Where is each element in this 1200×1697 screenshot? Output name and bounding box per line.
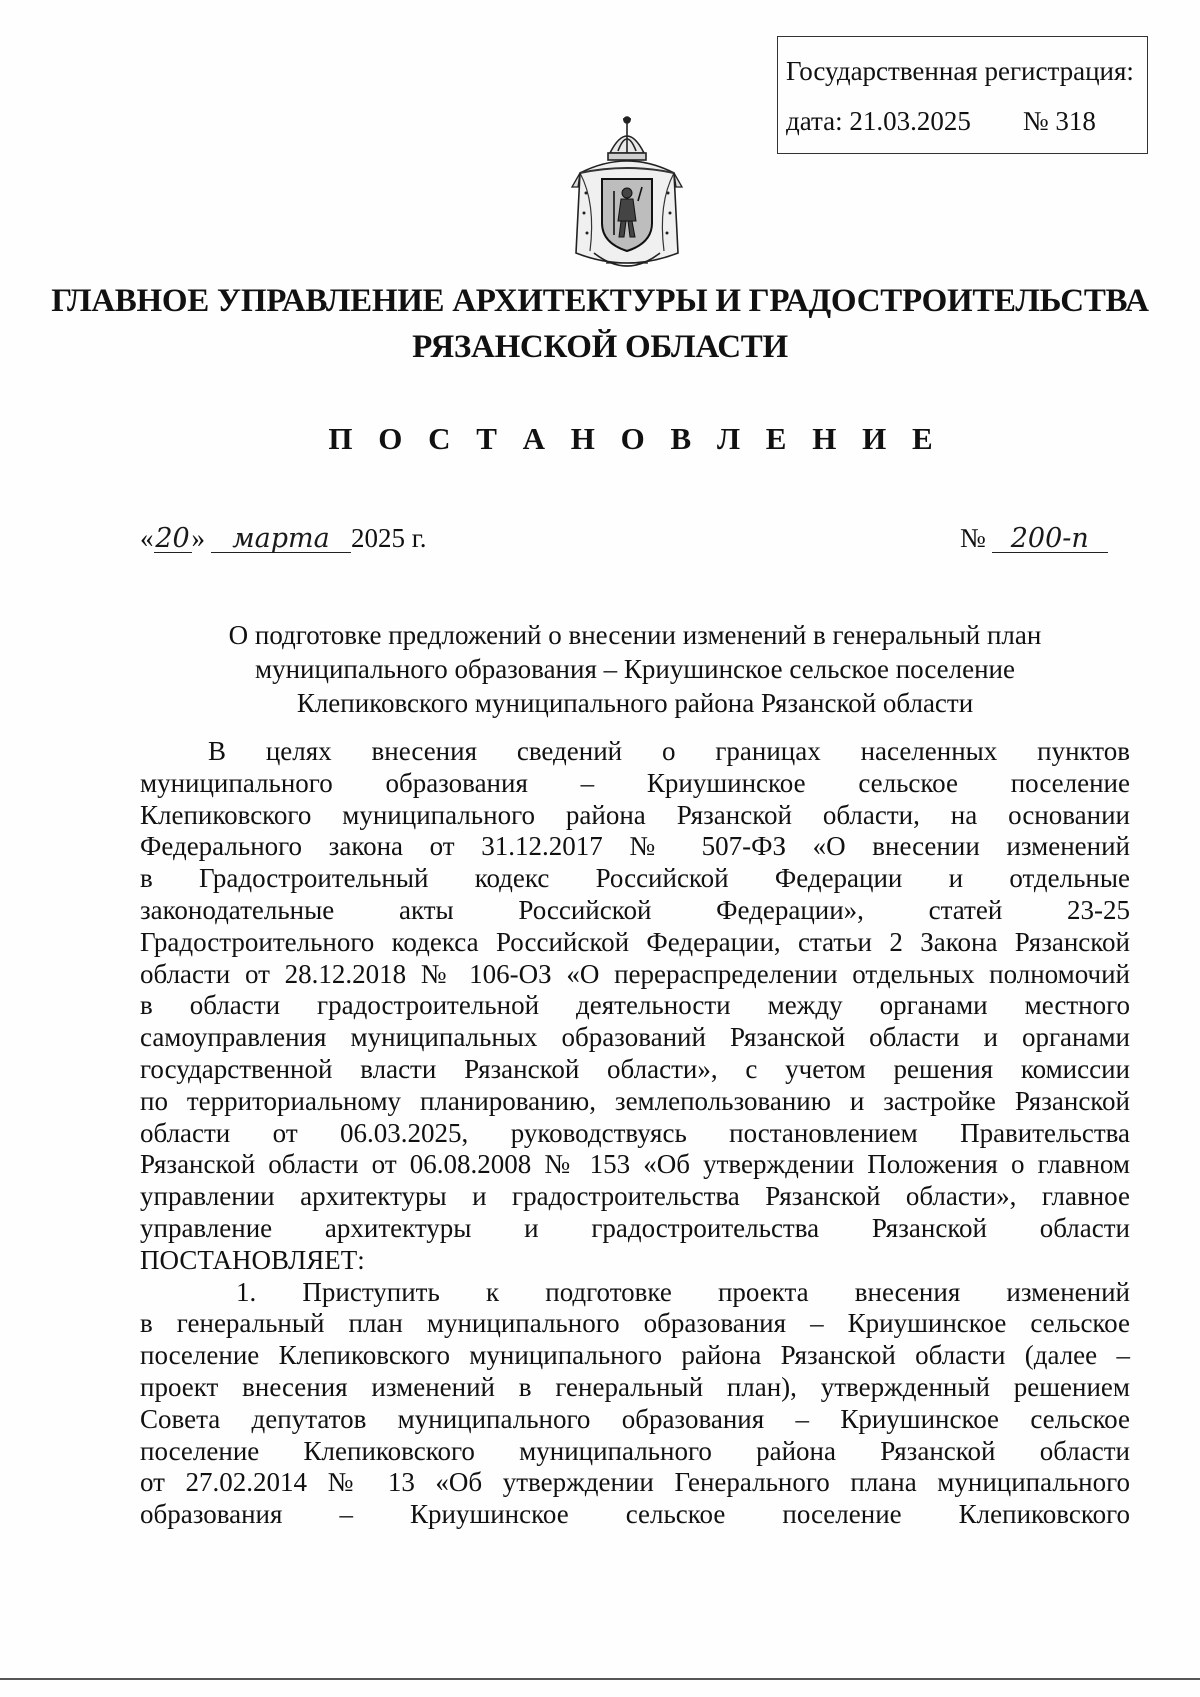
date-open-quote: « [140, 523, 154, 553]
body-line: самоуправления муниципальных образований Рязанской области и органами [140, 1022, 1130, 1053]
date-day: 20 [155, 523, 190, 554]
number-prefix: № [960, 523, 986, 553]
body-line: от 27.02.2014 № 13 «Об утверждении Генерального плана муниципального [140, 1467, 1130, 1498]
agency-name [0, 278, 1200, 370]
body-line: области от 28.12.2018 № 106-ОЗ «О перераспределении отдельных полномочий [140, 958, 1130, 989]
document-date [140, 523, 427, 554]
body-line: в генеральный план муниципального образования – Криушинское сельское [140, 1308, 1130, 1339]
body-line: управлении архитектуры и градостроительства Рязанской области», главное [140, 1181, 1130, 1212]
body-line: государственной власти Рязанской области», с учетом решения комиссии [140, 1053, 1130, 1084]
document-subject [140, 618, 1130, 720]
body-line: законодательные акты Российской Федерации», статей 23-25 [140, 894, 1130, 925]
body-line: проект внесения изменений в генеральный план), утвержденный решением [140, 1371, 1130, 1402]
body-line: В целях внесения сведений о границах населенных пунктов [208, 736, 1130, 766]
registration-stamp [777, 36, 1148, 154]
body-line: области от 06.03.2025, руководствуясь постановлением Правительства [140, 1117, 1130, 1148]
body-line: Федерального закона от 31.12.2017 № 507-ФЗ «О внесении изменений [140, 831, 1130, 862]
body-line: по территориальному планированию, землепользованию и застройке Рязанской [140, 1085, 1130, 1116]
document-title: П О С Т А Н О В Л Е Н И Е [328, 421, 942, 456]
registration-number: № 318 [1022, 106, 1096, 137]
registration-details [786, 105, 1147, 137]
date-close-quote: » [191, 523, 205, 553]
body-line: Рязанской области от 06.08.2008 № 153 «Об утверждении Положения о главном [140, 1149, 1130, 1180]
document-body [140, 736, 1130, 1531]
page-bottom-edge [0, 1678, 1200, 1680]
number-value: 200-п [992, 526, 1108, 553]
registration-title: Государственная регистрация: [786, 56, 1134, 86]
body-line: в области градостроительной деятельности между органами местного [140, 990, 1130, 1021]
body-line: управление архитектуры и градостроительства Рязанской области [140, 1212, 1130, 1243]
subject-line-3: Клепиковского муниципального района Рязанской области [296, 688, 974, 718]
body-line: муниципального образования – Криушинское сельское поселение [140, 767, 1130, 798]
body-line: в Градостроительный кодекс Российской Федерации и отдельные [140, 863, 1130, 894]
subject-line-1: О подготовке предложений о внесении изменений в генеральный план [228, 620, 1042, 650]
agency-name-line-2: РЯЗАНСКОЙ ОБЛАСТИ [412, 329, 788, 365]
body-line: Градостроительного кодекса Российской Федерации, статьи 2 Закона Рязанской [140, 926, 1130, 957]
body-line: поселение Клепиковского муниципального района Рязанской области (далее – [140, 1340, 1130, 1371]
date-year: 2025 г. [351, 523, 427, 553]
body-line: образования – Криушинское сельское поселение Клепиковского [140, 1499, 1130, 1530]
registration-date: дата: 21.03.2025 [786, 106, 971, 137]
agency-name-line-1: ГЛАВНОЕ УПРАВЛЕНИЕ АРХИТЕКТУРЫ И ГРАДОСТРОИТЕЛЬСТВА [51, 283, 1149, 319]
body-line: Совета депутатов муниципального образования – Криушинское сельское [140, 1403, 1130, 1434]
coat-of-arms-icon [566, 113, 688, 281]
subject-line-2: муниципального образования – Криушинское сельское поселение [255, 654, 1015, 684]
document-number [960, 523, 1108, 554]
body-line: Клепиковского муниципального района Рязанской области, на основании [140, 799, 1130, 830]
body-line-item-1: 1. Приступить к подготовке проекта внесения изменений [236, 1276, 1130, 1307]
body-line: поселение Клепиковского муниципального района Рязанской области [140, 1435, 1130, 1466]
date-month: марта [211, 526, 351, 553]
body-line-postanovlyaet: ПОСТАНОВЛЯЕТ: [140, 1244, 365, 1275]
